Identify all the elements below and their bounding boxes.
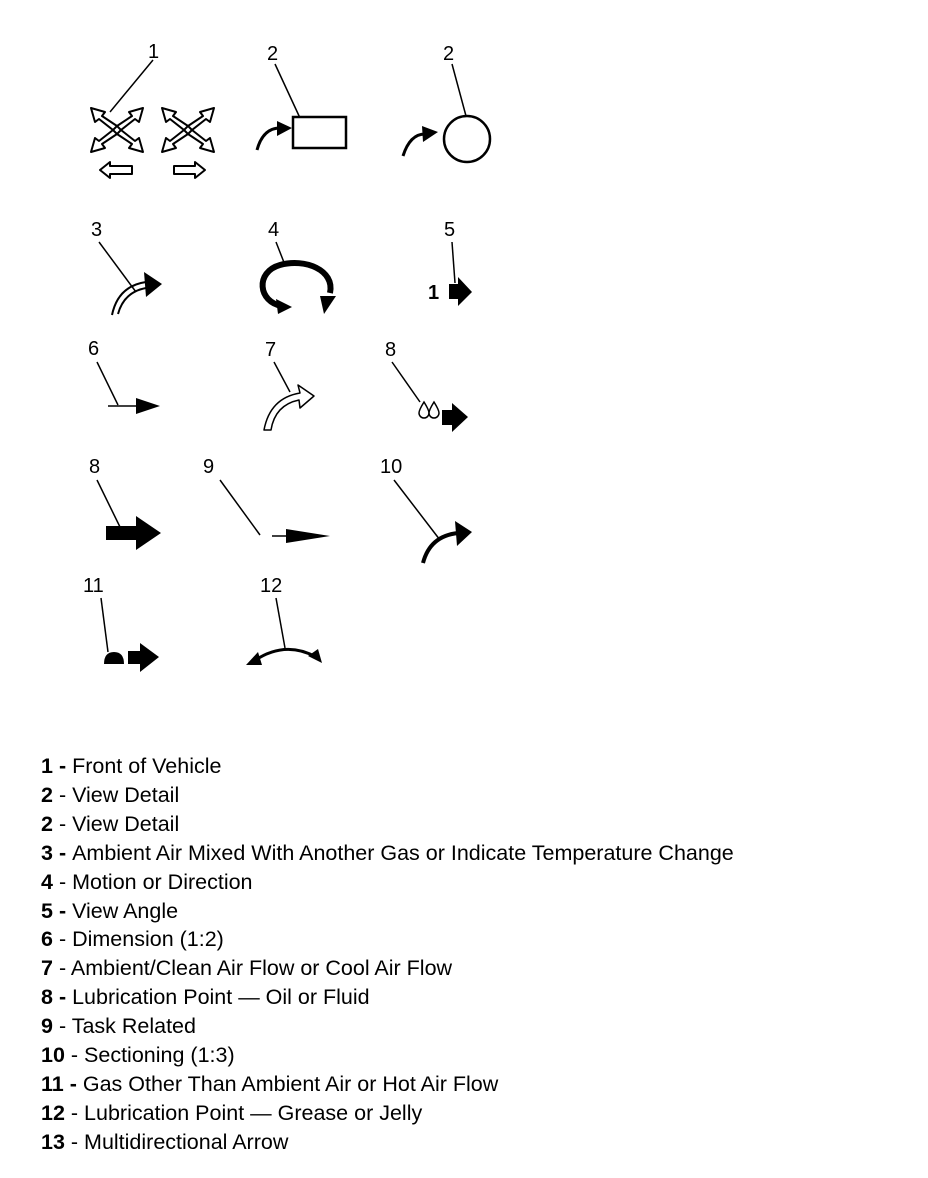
- motion-direction-icon: [263, 263, 336, 314]
- symbol-13: [246, 575, 322, 665]
- task-related-arrow-icon: [106, 516, 161, 550]
- legend-item-10: 9 - Task Related: [41, 1014, 196, 1039]
- symbol-5: [428, 219, 472, 306]
- callout-7: 7: [265, 339, 277, 361]
- legend: [41, 752, 734, 1157]
- legend-item-1: 1 - Front of Vehicle: [41, 754, 222, 778]
- legend-item-7: 6 - Dimension (1:2): [41, 927, 224, 952]
- symbol-11: [380, 456, 472, 563]
- symbol-10: [203, 456, 330, 543]
- legend-item-6: 5 - View Angle: [41, 898, 179, 923]
- view-angle-label: 1: [428, 282, 440, 304]
- callout-5: 5: [444, 219, 456, 241]
- front-of-vehicle-icon: [91, 108, 214, 178]
- view-detail-circle-icon: [403, 116, 490, 162]
- symbol-6: [88, 338, 160, 414]
- callout-9: 8: [89, 456, 101, 478]
- callout-3: 3: [91, 219, 103, 241]
- callout-2b: 2: [443, 43, 455, 65]
- multidirectional-arrow-icon: [246, 649, 322, 665]
- legend-item-3: 2 - View Detail: [41, 811, 180, 836]
- callout-8: 8: [385, 339, 397, 361]
- symbol-12: [83, 575, 159, 672]
- callout-2a: 2: [267, 43, 279, 65]
- callout-13: 12: [260, 575, 283, 597]
- callout-4: 4: [268, 219, 280, 241]
- legend-item-8: 7 - Ambient/Clean Air Flow or Cool Air Flow: [41, 956, 453, 981]
- callout-10: 9: [203, 456, 215, 478]
- legend-item-13: 12 - Lubrication Point — Grease or Jelly: [41, 1100, 423, 1125]
- symbol-3: [91, 219, 162, 315]
- legend-item-14: 13 - Multidirectional Arrow: [41, 1129, 289, 1154]
- grease-jelly-icon: [104, 643, 159, 672]
- symbol-8: [385, 339, 468, 432]
- view-detail-rectangle-icon: [257, 117, 346, 150]
- symbol-2-rectangle: [257, 43, 346, 150]
- legend-item-9: 8 - Lubrication Point — Oil or Fluid: [41, 985, 370, 1010]
- callout-6: 6: [88, 338, 100, 360]
- callout-1: 1: [148, 41, 160, 63]
- symbol-1: [91, 41, 214, 178]
- callout-12: 11: [83, 575, 104, 597]
- legend-item-5: 4 - Motion or Direction: [41, 869, 253, 894]
- symbol-4: [263, 219, 336, 314]
- oil-fluid-icon: [419, 402, 468, 432]
- symbol-2-circle: [403, 43, 490, 162]
- symbol-9: [89, 456, 161, 550]
- legend-item-2: 2 - View Detail: [41, 782, 180, 807]
- legend-item-4: 3 - Ambient Air Mixed With Another Gas or Indicate Temperature Change: [41, 840, 734, 865]
- view-angle-icon: [428, 277, 472, 306]
- mixed-air-arrow-icon: [112, 272, 162, 315]
- callout-11: 10: [380, 456, 403, 478]
- legend-item-12: 11 - Gas Other Than Ambient Air or Hot Air Flow: [41, 1071, 499, 1096]
- clean-air-flow-icon: [264, 385, 314, 430]
- sectioning-arrow-icon: [272, 529, 330, 543]
- symbol-7: [264, 339, 314, 430]
- legend-item-11: 10 - Sectioning (1:3): [41, 1043, 235, 1068]
